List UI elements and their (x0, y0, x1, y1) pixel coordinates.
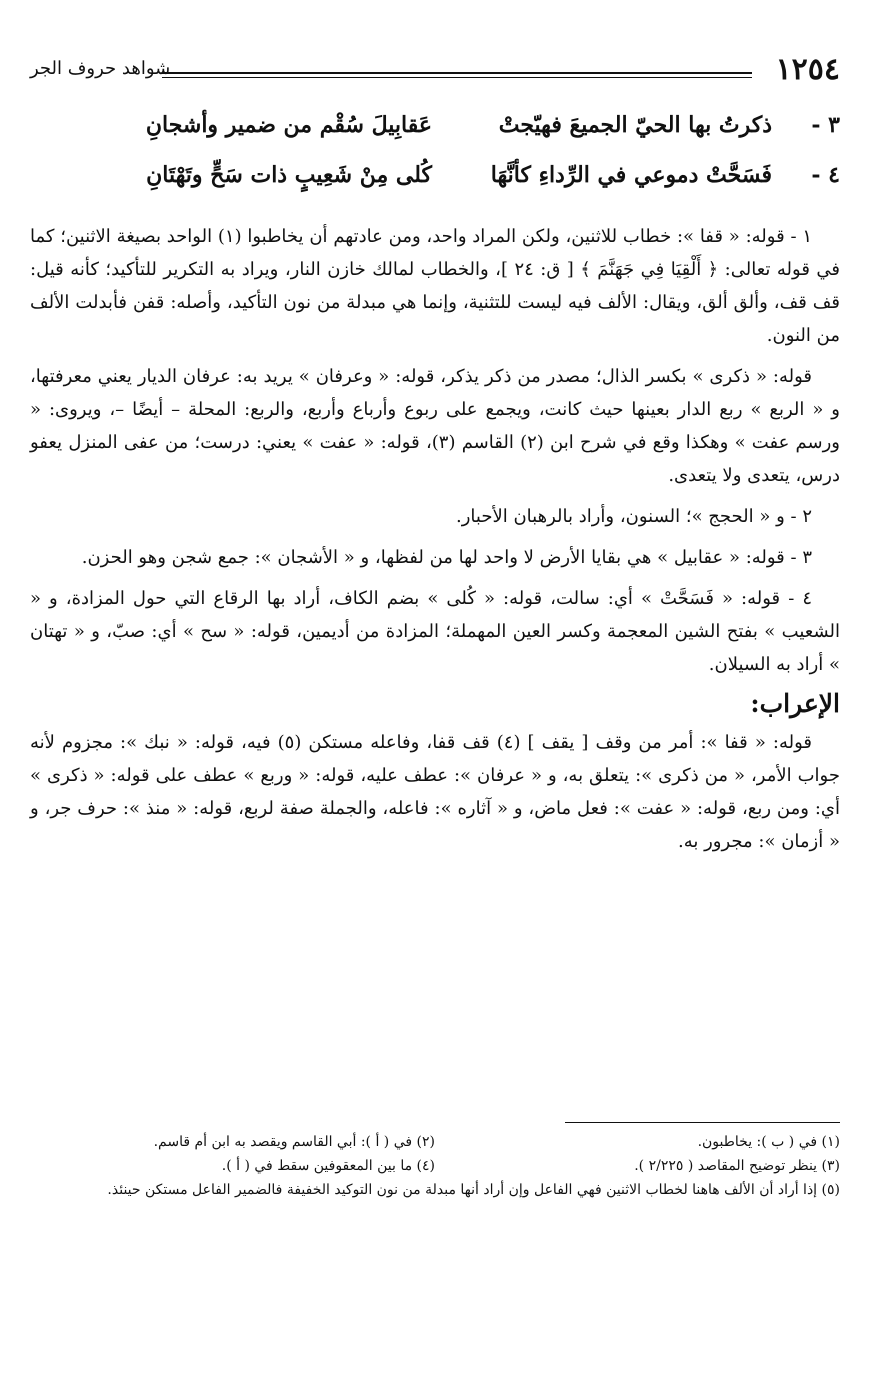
verse-number: ٣ - (811, 112, 840, 138)
footnote-separator (565, 1122, 840, 1123)
verse-number: ٤ - (811, 162, 840, 188)
commentary-paragraph: ٣ - قوله: « عقابيل » هي بقايا الأرض لا واحد لها من لفظها، و « الأشجان »: جمع شجن وهو الحزن. (81, 547, 812, 568)
commentary-paragraph: ١ - قوله: « قفا »: خطاب للاثنين، ولكن المراد واحد، ومن عادتهم أن يخاطبوا (١) الواحد بصيغة الاثنين؛ كما في قوله تعالى: ﴿ أَلْقِيَا فِي جَهَنَّمَ ﴾ [ ق: ٢٤ ]، والخطاب لمالك خازن النار، ويراد به التكرير للتأكيد؛ كأنه قيل: قف قف، وألق ألق، ويقال: الألف فيه ليست للتثنية، وإنما هي مبدلة من نون التأكيد، وأصله: قفن فأبدلت الألف من النون. (30, 226, 841, 346)
footnote-1: (١) في ( ب ): يخاطبون. (697, 1134, 840, 1150)
footnote-row (30, 1130, 840, 1154)
commentary-paragraph: ٢ - و « الحجج »؛ السنون، وأراد بالرهبان الأحبار. (456, 506, 812, 527)
running-title: شواهد حروف الجر (30, 58, 171, 79)
verses-block (30, 112, 840, 212)
commentary-paragraph: ٤ - قوله: « فَسَحَّتْ » أي: سالت، قوله: « كُلى » بضم الكاف، أراد بها الرقاع التي حول المزادة، و « الشعيب » بفتح الشين المعجمة وكسر العين المهملة؛ المزادة من أديمين، قوله: « سح » أي: صبّ، و « تهتان » أراد به السيلان. (30, 588, 840, 675)
header-rule (162, 72, 752, 78)
document-page (30, 40, 840, 1340)
commentary-block (30, 220, 840, 866)
commentary-paragraph: قوله: « ذكرى » بكسر الذال؛ مصدر من ذكر يذكر، قوله: « وعرفان » يريد به: عرفان الديار يعني معرفتها، و « الربع » ربع الدار بعينها حيث كانت، ويجمع على ربوع وأرباع وأربع، والربع: المحلة – أيضًا –، ويروى: « ورسم عفت » وهكذا وقع في شرح ابن (٢) القاسم (٣)، قوله: « عفت » يعني: درست؛ من عفى المنزل يعفو درس، يتعدى ولا يتعدى. (30, 366, 841, 486)
verse-second-hemistich: كُلى مِنْ شَعِيبٍ ذات سَحٍّ وتَهْتَانِ (146, 162, 432, 188)
page-header (30, 52, 840, 92)
page-number: ١٢٥٤ (775, 52, 840, 87)
verse-second-hemistich: عَقابِيلَ سُقْم من ضمير وأشجانِ (145, 112, 432, 138)
i3rab-heading: الإعراب: (750, 689, 840, 718)
i3rab-paragraph: قوله: « قفا »: أمر من وقف [ يقف ] (٤) قف قفا، وفاعله مستكن (٥) فيه، قوله: « نبك »: مجزوم لأنه جواب الأمر، « من ذكرى »: يتعلق به، و « عرفان »: عطف عليه، قوله: « وربع » عطف على قوله: « ذكرى » أي: ومن ربع، قوله: « عفت »: فعل ماض، و « آثاره »: فاعله، والجملة صفة لربع، قوله: « منذ »: حرف جر، و « أزمان »: مجرور به. (30, 732, 840, 852)
footnote-4: (٤) ما بين المعقوفين سقط في ( أ ). (221, 1158, 435, 1174)
footnote-2: (٢) في ( أ ): أبي القاسم ويقصد به ابن أم قاسم. (153, 1134, 435, 1150)
verse-first-hemistich: ذكرتُ بها الحيّ الجميعَ فهيّجتْ (498, 112, 772, 138)
footnote-row (30, 1154, 840, 1178)
footnote-5: (٥) إذا أراد أن الألف هاهنا لخطاب الاثنين فهي الفاعل وإن أراد أنها مبدلة من نون التوكيد الخفيفة فالضمير الفاعل مستكن حينئذ. (107, 1182, 840, 1198)
footnote-3: (٣) ينظر توضيح المقاصد ( ٢/٢٢٥ ). (634, 1158, 840, 1174)
verse-line (30, 162, 840, 212)
verse-line (30, 112, 840, 162)
footnotes-block (30, 1130, 840, 1202)
verse-first-hemistich: فَسَحَّتْ دموعي في الرِّداءِ كأنَّهَا (490, 162, 772, 188)
